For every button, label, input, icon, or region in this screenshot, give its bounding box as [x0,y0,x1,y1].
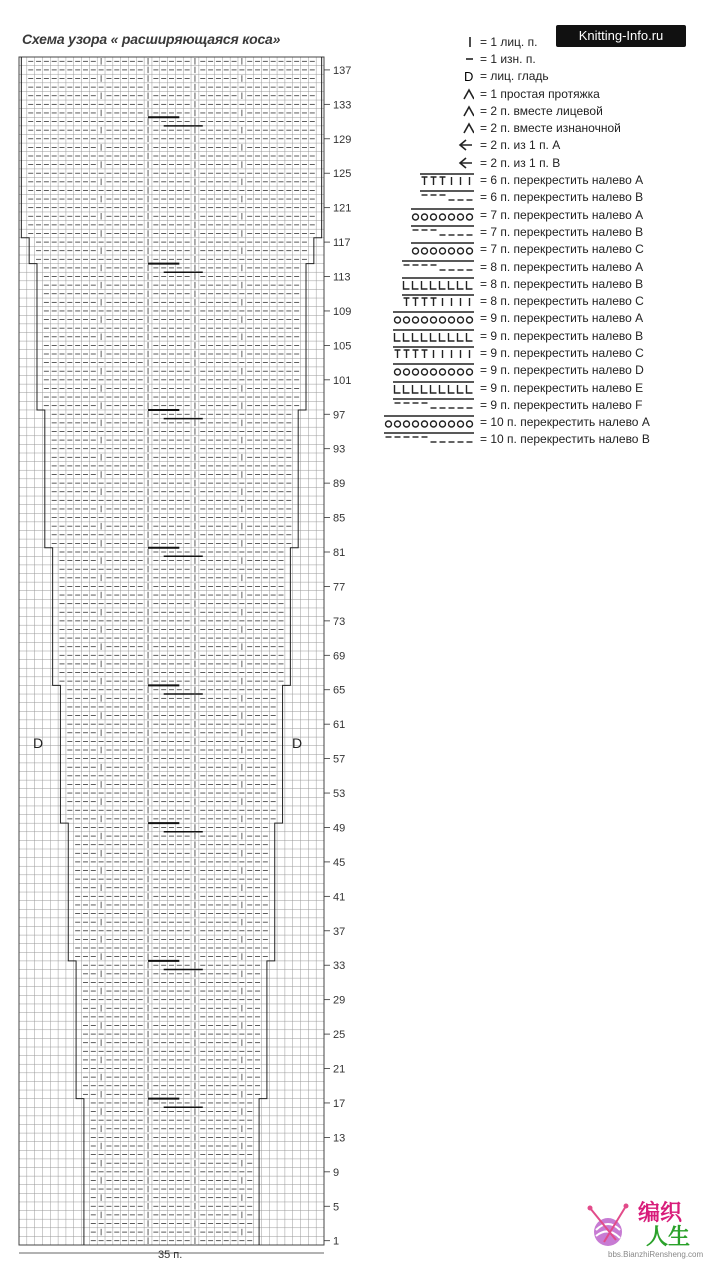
legend-item [372,85,702,102]
row-label: 61 [333,719,346,732]
d-label-left: D [33,735,44,751]
row-label: 13 [333,1132,346,1145]
stitch-count-label: 35 п. [158,1249,183,1261]
row-label: 133 [333,99,352,112]
site-badge: Knitting-Info.ru [556,25,686,47]
row-label: 125 [333,168,352,181]
legend-item [372,310,702,327]
legend-text: = 1 простая протяжка [480,86,600,101]
legend-symbol-icon [372,415,478,429]
row-label: 25 [333,1029,346,1042]
svg-text:D: D [464,69,474,84]
row-label: 81 [333,547,346,559]
legend-item [372,206,702,223]
legend-item [372,414,702,431]
legend-symbol-icon [372,294,478,308]
row-label: 57 [333,753,346,766]
row-label: 77 [333,581,346,594]
legend-symbol-icon [372,69,478,83]
row-label: 93 [333,443,346,456]
legend-text: = 9 п. перекрестить налево А [480,311,644,326]
row-label: 49 [333,822,346,835]
row-label: 69 [333,650,346,663]
legend-symbol-icon [372,432,478,446]
row-label: 45 [333,856,346,869]
legend-symbol-icon [372,277,478,291]
legend-text: = 9 п. перекрестить налево E [480,380,644,395]
legend-text: = 9 п. перекрестить налево В [480,328,644,343]
legend-text: = 7 п. перекрестить налево В [480,224,644,239]
legend-text: = 6 п. перекрестить налево А [480,173,644,188]
legend-item [372,292,702,309]
legend-symbol-icon [372,260,478,274]
legend-symbol-icon [372,52,478,66]
d-label-right: D [292,735,303,751]
legend-symbol-icon [372,35,478,49]
legend-symbol-icon [372,363,478,377]
legend-item [372,50,702,67]
legend-item [372,431,702,448]
chart-title: Схема узора « расширяющаяся коса» [22,31,281,47]
row-label: 117 [333,237,351,250]
legend-text: = 1 изн. п. [480,51,536,66]
legend-item [372,327,702,344]
legend-text: = 8 п. перекрестить налево А [480,259,644,274]
legend-text: = 10 п. перекрестить налево А [480,415,650,430]
row-label: 5 [333,1201,340,1214]
watermark-logo [586,1190,716,1270]
legend-symbol-icon [372,398,478,412]
legend-text: = 2 п. вместе изнаночной [480,121,621,136]
legend-symbol-icon [372,242,478,256]
legend-text: = 8 п. перекрестить налево В [480,276,644,291]
row-label: 121 [333,202,352,215]
legend-text: = 6 п. перекрестить налево В [480,190,644,205]
legend-item [372,137,702,154]
watermark-url: bbs.BianzhiRensheng.com [608,1250,704,1259]
legend-text: = 1 лиц. п. [480,34,538,49]
row-label: 109 [333,305,352,318]
legend-item [372,379,702,396]
legend-item [372,275,702,292]
row-label: 21 [333,1063,346,1076]
legend-item [372,362,702,379]
row-label: 17 [333,1097,346,1110]
legend-symbol-icon [372,346,478,360]
watermark-text-top: 编织 [638,1201,683,1226]
row-label: 1 [333,1235,340,1248]
legend-symbol-icon [372,173,478,187]
row-label: 101 [333,374,352,387]
legend-item [372,396,702,413]
legend-text: = 7 п. перекрестить налево С [480,242,644,257]
legend-item [372,102,702,119]
row-label: 85 [333,512,346,525]
legend-item [372,33,702,50]
legend-symbol-icon [372,225,478,239]
row-label: 129 [333,133,352,146]
legend-item [372,241,702,258]
row-label: 37 [333,925,346,938]
legend-item [372,119,702,136]
legend-text: = 2 п. из 1 п. А [480,138,561,153]
legend-item [372,189,702,206]
legend-item [372,223,702,240]
legend-symbol-icon [372,208,478,222]
legend-symbol-icon [372,104,478,118]
legend-symbol-icon [372,87,478,101]
legend-symbol-icon [372,329,478,343]
legend-symbol-icon [372,156,478,170]
legend-text: = 8 п. перекрестить налево С [480,294,644,309]
row-label: 113 [333,271,351,284]
row-label: 97 [333,409,346,422]
row-label: 105 [333,340,352,353]
legend-symbol-icon [372,311,478,325]
legend-text: = 10 п. перекрестить налево В [480,432,650,447]
legend-text: = 9 п. перекрестить налево С [480,345,644,360]
legend-item [372,68,702,85]
legend-item [372,171,702,188]
row-label: 89 [333,478,346,491]
row-label: 41 [333,891,346,904]
legend-symbol-icon [372,121,478,135]
row-label: 73 [333,615,346,628]
legend-text: = 7 п. перекрестить налево А [480,207,644,222]
row-label: 137 [333,64,352,77]
watermark-text-bottom: 人生 [646,1225,691,1250]
legend-text: = 9 п. перекрестить налево F [480,397,643,412]
legend-symbol-icon [372,381,478,395]
legend-text: = 2 п. из 1 п. В [480,155,561,170]
legend-text: = лиц. гладь [480,69,549,84]
row-label: 29 [333,994,346,1007]
legend-symbol-icon [372,138,478,152]
chart-grid [19,57,324,1245]
legend-symbol-icon [372,190,478,204]
row-label: 33 [333,960,346,973]
row-label: 53 [333,788,346,801]
legend [372,33,702,448]
legend-item [372,258,702,275]
legend-text: = 9 п. перекрестить налево D [480,363,644,378]
legend-item [372,344,702,361]
legend-item [372,154,702,171]
row-label: 65 [333,684,346,697]
row-label: 9 [333,1166,340,1179]
legend-text: = 2 п. вместе лицевой [480,103,603,118]
